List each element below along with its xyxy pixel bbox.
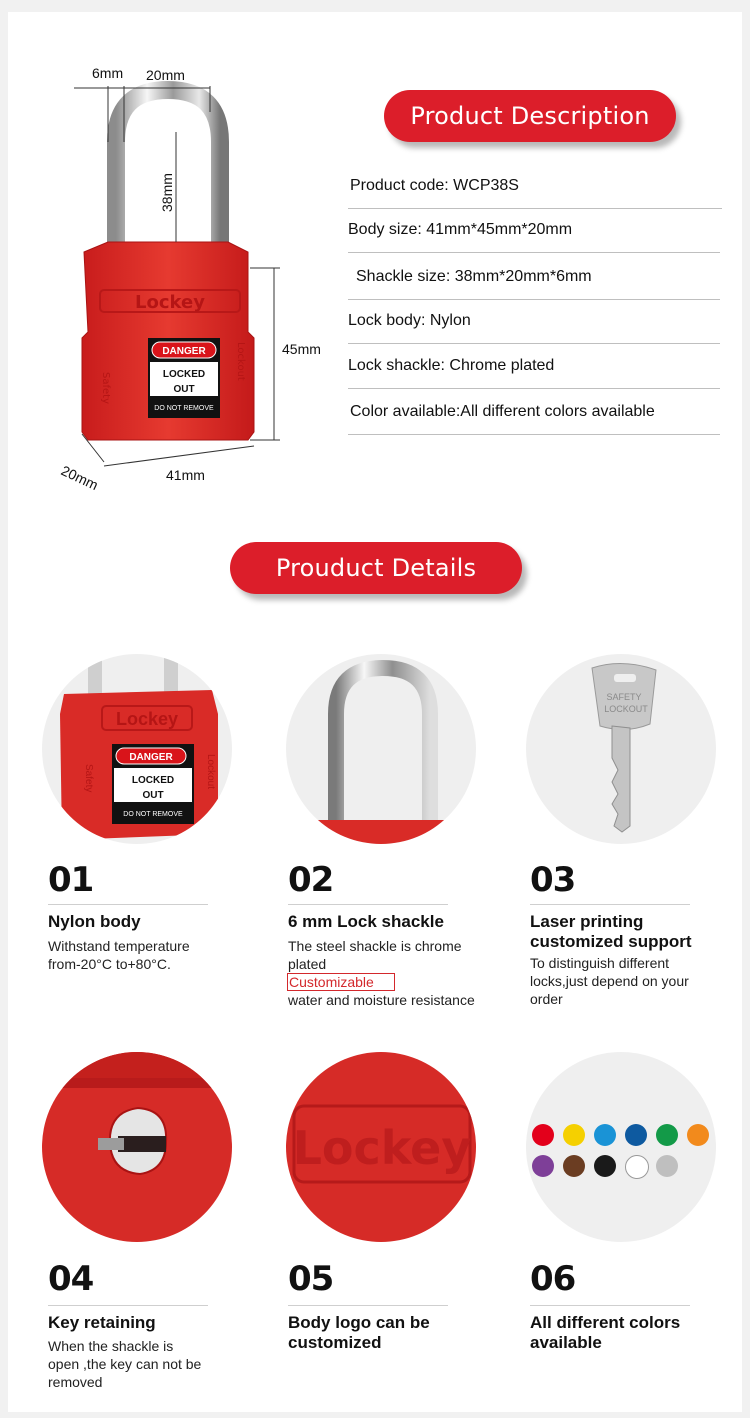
feature-title-01: Nylon body [48, 912, 141, 931]
feature-desc-04-line2: open ,the key can not be [48, 1356, 202, 1372]
color-swatch [656, 1155, 678, 1177]
label-out-text: OUT [173, 384, 195, 395]
feature-rule-05 [288, 1305, 448, 1306]
feature-rule-03 [530, 904, 690, 905]
feature-desc-03-line3: order [530, 991, 563, 1007]
dim-20mm-top: 20mm [146, 67, 185, 83]
body-logo-image [286, 1052, 476, 1242]
key-text-lockout: LOCKOUT [604, 704, 648, 714]
spec-body-size: Body size: 41mm*45mm*20mm [348, 208, 720, 253]
dim-41mm: 41mm [166, 467, 205, 483]
color-swatch [532, 1155, 554, 1177]
feature-title-06-line1: All different colors [530, 1313, 681, 1332]
detail-danger-text: DANGER [129, 752, 173, 763]
feature-title-05-line1: Body logo can be [288, 1313, 430, 1332]
feature-number-04: 04 [48, 1259, 94, 1299]
feature-title-04: Key retaining [48, 1313, 156, 1332]
feature-desc-01-line2: from-20°C to+80°C. [48, 956, 171, 972]
color-swatch [532, 1124, 554, 1146]
lock-dimension-diagram [48, 42, 348, 502]
detail-side-left-text: Safety [83, 764, 94, 793]
feature-desc-03-line2: locks,just depend on your [530, 973, 689, 989]
label-remove-text: DO NOT REMOVE [154, 405, 214, 412]
key-text-safety: SAFETY [606, 692, 642, 702]
dim-6mm: 6mm [92, 65, 124, 81]
body-logo-text: Lockey [292, 1121, 472, 1175]
feature-number-05: 05 [288, 1259, 334, 1299]
feature-desc-02-line2: plated [288, 956, 327, 972]
spec-lock-shackle: Lock shackle: Chrome plated [348, 344, 720, 389]
nylon-body-image [42, 654, 232, 844]
dim-20mm-depth: 20mm [58, 462, 101, 494]
color-swatch [594, 1124, 616, 1146]
spec-product-code: Product code: WCP38S [348, 164, 722, 209]
product-description-heading: Product Description [384, 90, 676, 142]
dim-45mm: 45mm [282, 341, 321, 357]
feature-title-03-line1: Laser printing [530, 912, 644, 931]
feature-rule-04 [48, 1305, 208, 1306]
feature-number-02: 02 [288, 860, 334, 900]
feature-rule-01 [48, 904, 208, 905]
color-swatch [656, 1124, 678, 1146]
product-details-heading: Prouduct Details [230, 542, 522, 594]
product-page [8, 12, 742, 1412]
lock-logo-text: Lockey [135, 292, 205, 313]
spec-lock-body: Lock body: Nylon [348, 299, 720, 344]
detail-remove-text: DO NOT REMOVE [123, 811, 183, 818]
detail-logo-text: Lockey [115, 709, 179, 729]
label-locked-text: LOCKED [162, 369, 206, 380]
feature-rule-06 [530, 1305, 690, 1306]
key-image [526, 654, 716, 844]
color-swatch [625, 1155, 649, 1179]
feature-desc-01-line1: Withstand temperature [48, 938, 190, 954]
color-swatch [594, 1155, 616, 1177]
key-retaining-image [42, 1052, 232, 1242]
color-swatch [563, 1155, 585, 1177]
lock-side-left-text: Safety [100, 372, 111, 404]
feature-title-03-line2: customized support [530, 932, 692, 951]
shackle-image [286, 654, 476, 844]
detail-out-text: OUT [142, 790, 164, 801]
color-swatch [687, 1124, 709, 1146]
feature-title-05-line2: customized [288, 1333, 382, 1352]
feature-number-06: 06 [530, 1259, 576, 1299]
spec-color-available: Color available:All different colors available [348, 390, 720, 435]
feature-number-03: 03 [530, 860, 576, 900]
dim-38mm: 38mm [159, 173, 175, 212]
feature-title-02: 6 mm Lock shackle [288, 912, 444, 931]
colors-image [526, 1052, 716, 1242]
color-swatch [625, 1124, 647, 1146]
color-swatch-grid [526, 1052, 716, 1242]
feature-desc-02-highlight: Customizable [287, 973, 395, 991]
feature-rule-02 [288, 904, 448, 905]
feature-title-06-line2: available [530, 1333, 602, 1352]
feature-desc-04-line3: removed [48, 1374, 103, 1390]
feature-desc-02-line3: water and moisture resistance [288, 992, 475, 1008]
feature-number-01: 01 [48, 860, 94, 900]
lock-side-right-text: Lockout [235, 342, 246, 381]
detail-locked-text: LOCKED [131, 775, 175, 786]
spec-shackle-size: Shackle size: 38mm*20mm*6mm [348, 255, 720, 300]
feature-desc-04-line1: When the shackle is [48, 1338, 174, 1354]
detail-side-right-text: Lockout [205, 754, 216, 790]
feature-desc-03-line1: To distinguish different [530, 955, 670, 971]
label-danger-text: DANGER [162, 346, 206, 357]
feature-desc-02-line1: The steel shackle is chrome [288, 938, 462, 954]
color-swatch [563, 1124, 585, 1146]
